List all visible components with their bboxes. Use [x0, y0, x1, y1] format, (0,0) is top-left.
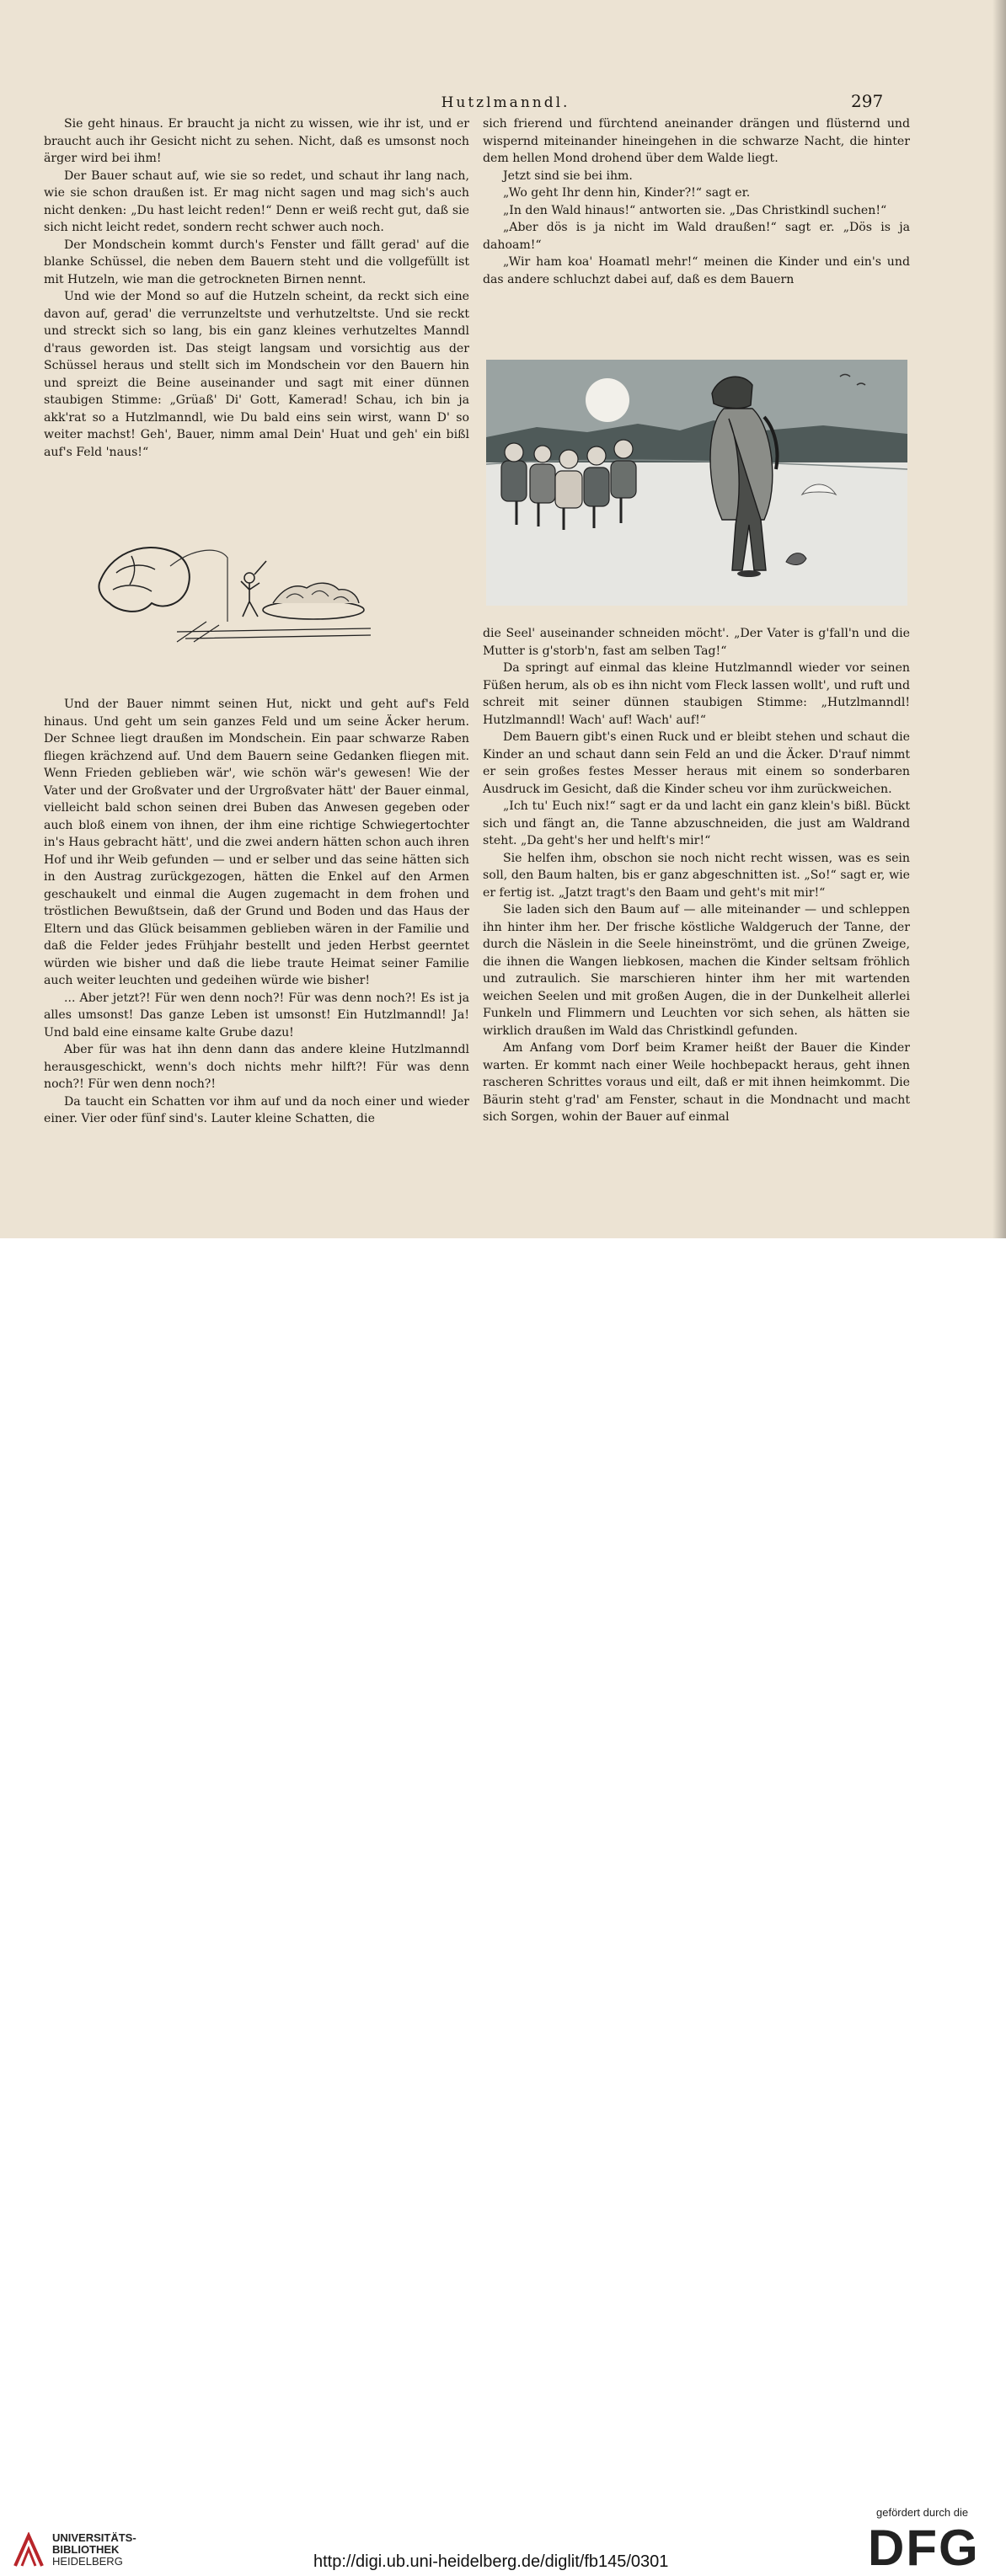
paragraph: Der Bauer schaut auf, wie sie so redet, und schaut ihr lang nach, wie sie schon draußen ist. Er mag nicht sagen und mag sich's auch nicht denken: „Du hast leicht reden!“ Denn er weiß recht gut, daß sie sich nicht leicht redet, sondern recht schwer auch noch.: [44, 168, 469, 234]
permalink-url[interactable]: http://digi.ub.uni-heidelberg.de/diglit/fb145/0301: [313, 2552, 669, 2571]
paragraph: Aber für was hat ihn denn dann das andere kleine Hutzlmanndl herausgeschickt, wenn's doch nichts mehr hilft?! Für was denn noch?! Für wen denn noch?!: [44, 1043, 469, 1091]
funded-by-label: gefördert durch die: [876, 2506, 969, 2519]
paragraph: „Ich tu' Euch nix!“ sagt er da und lacht ein ganz klein's bißl. Bückt sich und fängt an, die Tanne abzuschneiden, die just am Waldrand steht. „Da geht's her und helft's mir!“: [483, 799, 910, 847]
paragraph: „Wir ham koa' Hoamatl mehr!“ meinen die Kinder und ein's und das andere schluchzt dabei auf, daß es dem Bauern: [483, 255, 910, 286]
library-line: BIBLIOTHEK: [52, 2543, 120, 2556]
library-line: HEIDELBERG: [52, 2555, 123, 2568]
paragraph: „Aber dös is ja nicht im Wald draußen!“ sagt er. „Dös is ja dahoam!“: [483, 221, 910, 252]
left-column-bottom: [44, 696, 469, 1128]
paragraph: Dem Bauern gibt's einen Ruck und er bleibt stehen und schaut die Kinder an und schaut dann sein Feld an und die Äcker. D'rauf nimmt er sein großes festes Messer heraus mit einem so sonderbaren Ausdruck im Gesicht, daß die Kinder scheu vor ihm zurückweichen.: [483, 730, 910, 796]
page-number: 297: [851, 91, 884, 111]
library-name: [52, 2532, 136, 2568]
paragraph: Der Mondschein kommt durch's Fenster und fällt gerad' auf die blanke Schüssel, die neben dem Bauern steht und die vollgefüllt ist mit Hutzeln, wie man die getrockneten Birnen nennt.: [44, 238, 469, 286]
illustration-farmer-and-children: [486, 360, 907, 606]
paragraph: Da taucht ein Schatten vor ihm auf und da noch einer und wieder einer. Vier oder fünf sind's. Lauter kleine Schatten, die: [44, 1094, 469, 1125]
paragraph: Am Anfang vom Dorf beim Kramer heißt der Bauer die Kinder warten. Er kommt nach einer Weile hochbepackt heraus, geht ihnen rascheren Schrittes voraus und eilt, daß er mit ihnen heimkommt. Die Bäurin steht g'rad' am Fenster, schaut in die Mondnacht und macht sich Sorgen, wohin der Bauer auf einmal: [483, 1041, 910, 1124]
paragraph: Sie geht hinaus. Er braucht ja nicht zu wissen, wie ihr ist, und er braucht auch ihr Gesicht nicht zu sehen. Nicht, daß es umsonst noch ärger wird bei ihm!: [44, 117, 469, 165]
left-column-top: [44, 115, 469, 461]
paragraph: „In den Wald hinaus!“ antworten sie. „Das Christkindl suchen!“: [503, 203, 887, 217]
running-title: Hutzlmanndl.: [441, 94, 570, 111]
paragraph: Sie laden sich den Baum auf — alle miteinander — und schleppen ihn hinter ihm her. Der frische köstliche Waldgeruch der Tanne, der durch die Näslein in die Seele hineinströmt, und die grünen Zweige, die ihnen die Wangen liebkosen, machen die Kinder seltsam fröhlich und zutraulich. Sie marschieren hinter ihm her mit wartenden weichen Seelen und mit großen Augen, die in der Dunkelheit allerlei Funkeln und Flimmern und Leuchten vor sich sehen, als hätten sie wirklich draußen im Wald das Christkindl gefunden.: [483, 903, 910, 1038]
dfg-logo: DFG: [868, 2520, 980, 2576]
paragraph: Jetzt sind sie bei ihm.: [503, 168, 633, 183]
paragraph: ... Aber jetzt?! Für wen denn noch?! Für was denn noch?! Es ist ja alles umsonst! Das ganze Leben ist umsonst! Ein Hutzlmanndl! Ja! Und bald eine einsame kalte Grube dazu!: [44, 991, 469, 1039]
paragraph: Da springt auf einmal das kleine Hutzlmanndl wieder vor seinen Füßen herum, als ob es ihn nicht vom Fleck lassen wollt', und ruft und schreit mit seiner dünnen staubigen Stimme: „Hutzlmanndl! Hutzlmanndl! Wach' auf! Wach' auf!“: [483, 661, 910, 727]
right-column-top: [483, 115, 910, 288]
scanned-page: [0, 0, 1006, 1238]
paragraph: Sie helfen ihm, obschon sie noch nicht recht wissen, was es sein soll, den Baum halten, bis er ganz abgeschnitten ist. „So!“ sagt er, wie er fertig ist. „Jatzt tragt's den Baam und geht's mit mir!“: [483, 851, 910, 900]
paragraph: Und der Bauer nimmt seinen Hut, nickt und geht auf's Feld hinaus. Und geht um sein ganzes Feld und um seine Äcker herum. Der Schnee liegt draußen im Mondschein. Ein paar schwarze Raben fliegen krächzend auf. Und dem Bauern seine Gedanken fliegen mit. Wenn Frieden geblieben wär', wie schön wär's gewesen! Wie der Vater und der Großvater und der Urgroßvater hätt' der Bauer einmal, vielleicht bald schon seinen drei Buben das Anwesen gegeben oder auch bloß einem von ihnen, der ihm eine richtige Schwiegertochter in's Haus gebracht hätt', und die zwei andern hätten schon auch ihren Hof und ihr Weib gefunden — und er selber und das seine hätten sich in den Austrag zurückgezogen, hätten die Enkel auf den Armen geschaukelt und einmal die Augen zugemacht in dem frohen und tröstlichen Bewußtsein, daß der Grund und Boden und das Haus der Eltern und das Glück beisammen geblieben wären in der Familie und daß die Felder jedes Frühjahr bestellt und jeden Herbst geerntet würden wie bisher und daß die liebe traute Heimat seiner Familie auch weiter leuchten und gedeihen würde wie bisher!: [44, 697, 469, 987]
paragraph: die Seel' auseinander schneiden möcht'. „Der Vater is g'fall'n und die Mutter is g'storb'n, fast am selben Tag!“: [483, 627, 910, 658]
illustration-hutzlmanndl: [93, 522, 379, 649]
footer: [0, 1238, 1006, 2576]
library-logo-icon: [12, 2532, 45, 2569]
paragraph: sich frierend und fürchtend aneinander drängen und flüsternd und wispernd miteinander hineingehen in die schwarze Nacht, die hinter dem hellen Mond drohend über dem Walde liegt.: [483, 117, 910, 165]
paragraph: Und wie der Mond so auf die Hutzeln scheint, da reckt sich eine davon auf, gerad' die verrunzeltste und verhutzeltste. Und sie reckt und streckt sich so lang, bis ein ganz kleines verhutzeltes Manndl d'raus geworden ist. Das steigt langsam und vorsichtig aus der Schüssel heraus und stellt sich im Mondschein vor den Bauern hin und spreizt die Beine auseinander und sagt mit einer dünnen staubigen Stimme: „Grüaß' Di' Gott, Kamerad! Schau, ich bin ja akk'rat so a Hutzlmanndl, wie Du bald eins sein wirst, wann D' so weiter machst! Geh', Bauer, nimm amal Dein' Huat und geh' ein bißl auf's Feld 'naus!“: [44, 290, 469, 459]
right-column-bottom: [483, 625, 910, 1126]
library-line: UNIVERSITÄTS-: [52, 2531, 136, 2544]
paragraph: „Wo geht Ihr denn hin, Kinder?!“ sagt er.: [503, 186, 751, 200]
